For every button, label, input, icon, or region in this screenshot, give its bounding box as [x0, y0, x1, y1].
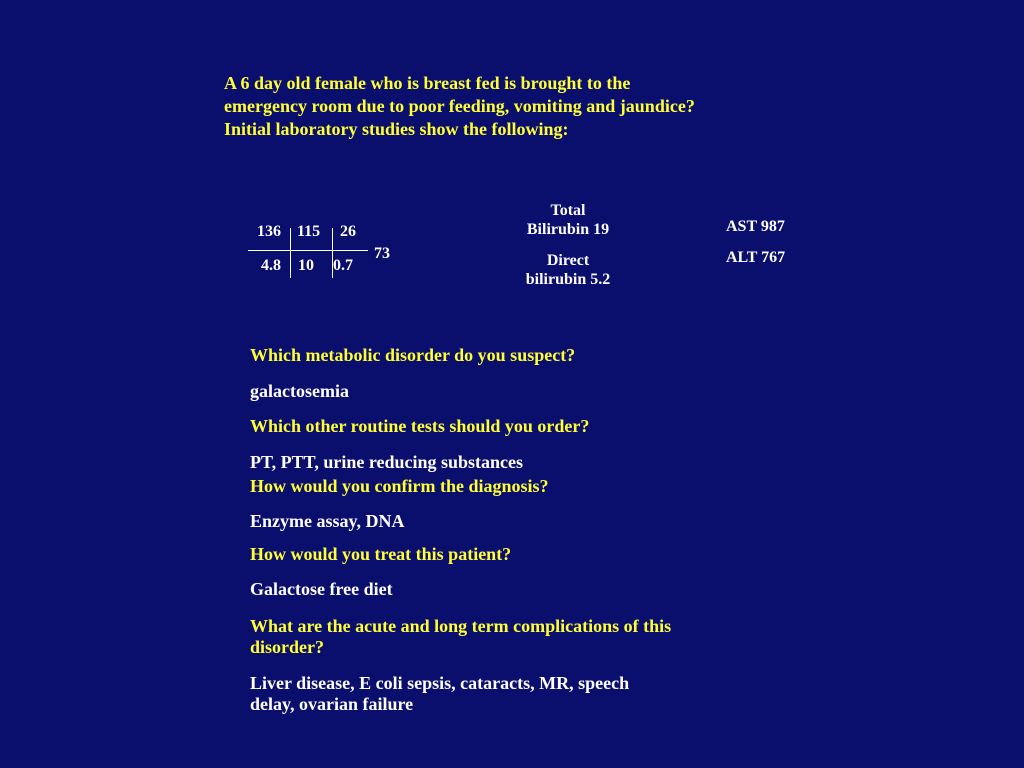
- bmp-bun: 26: [340, 223, 356, 240]
- total-bilirubin-value: Bilirubin 19: [526, 221, 610, 238]
- direct-bilirubin-value: bilirubin 5.2: [525, 271, 611, 288]
- ast-value: AST 987: [726, 218, 785, 235]
- bmp-chloride: 115: [297, 223, 321, 240]
- question-5: [250, 616, 671, 658]
- bmp-creatinine: 0.7: [333, 257, 353, 274]
- total-bilirubin: [500, 201, 636, 239]
- question-3: How would you confirm the diagnosis?: [250, 476, 549, 496]
- case-intro: [224, 72, 844, 141]
- question-5-line-2: disorder?: [250, 637, 324, 657]
- question-1: Which metabolic disorder do you suspect?: [250, 345, 576, 365]
- answer-3: Enzyme assay, DNA: [250, 511, 405, 531]
- bmp-vertical-line-2: [332, 228, 333, 278]
- answer-5-line-1: Liver disease, E coli sepsis, cataracts, MR, speech: [250, 673, 630, 693]
- bmp-horizontal-line: [248, 250, 368, 251]
- question-4: How would you treat this patient?: [250, 544, 512, 564]
- direct-bilirubin: [500, 251, 636, 289]
- total-bilirubin-label: Total: [550, 202, 586, 219]
- bmp-vertical-line-1: [290, 228, 291, 278]
- bmp-glucose: 73: [374, 245, 390, 262]
- intro-line-2: emergency room due to poor feeding, vomiting and jaundice?: [224, 96, 695, 116]
- answer-5-line-2: delay, ovarian failure: [250, 694, 414, 714]
- alt-value: ALT 767: [726, 249, 786, 266]
- answer-4: Galactose free diet: [250, 579, 393, 599]
- answer-1: galactosemia: [250, 381, 349, 401]
- bmp-fishbone: [248, 218, 408, 286]
- bmp-bicarbonate: 10: [298, 257, 314, 274]
- direct-bilirubin-label: Direct: [546, 252, 590, 269]
- intro-line-3: Initial laboratory studies show the following:: [224, 119, 569, 139]
- intro-line-1: A 6 day old female who is breast fed is brought to the: [224, 73, 631, 93]
- answer-2: PT, PTT, urine reducing substances: [250, 452, 524, 472]
- answer-5: [250, 673, 629, 715]
- bmp-potassium: 4.8: [261, 257, 281, 274]
- question-2: Which other routine tests should you order?: [250, 416, 590, 436]
- bmp-sodium: 136: [257, 223, 281, 240]
- question-5-line-1: What are the acute and long term complications of this: [250, 616, 672, 636]
